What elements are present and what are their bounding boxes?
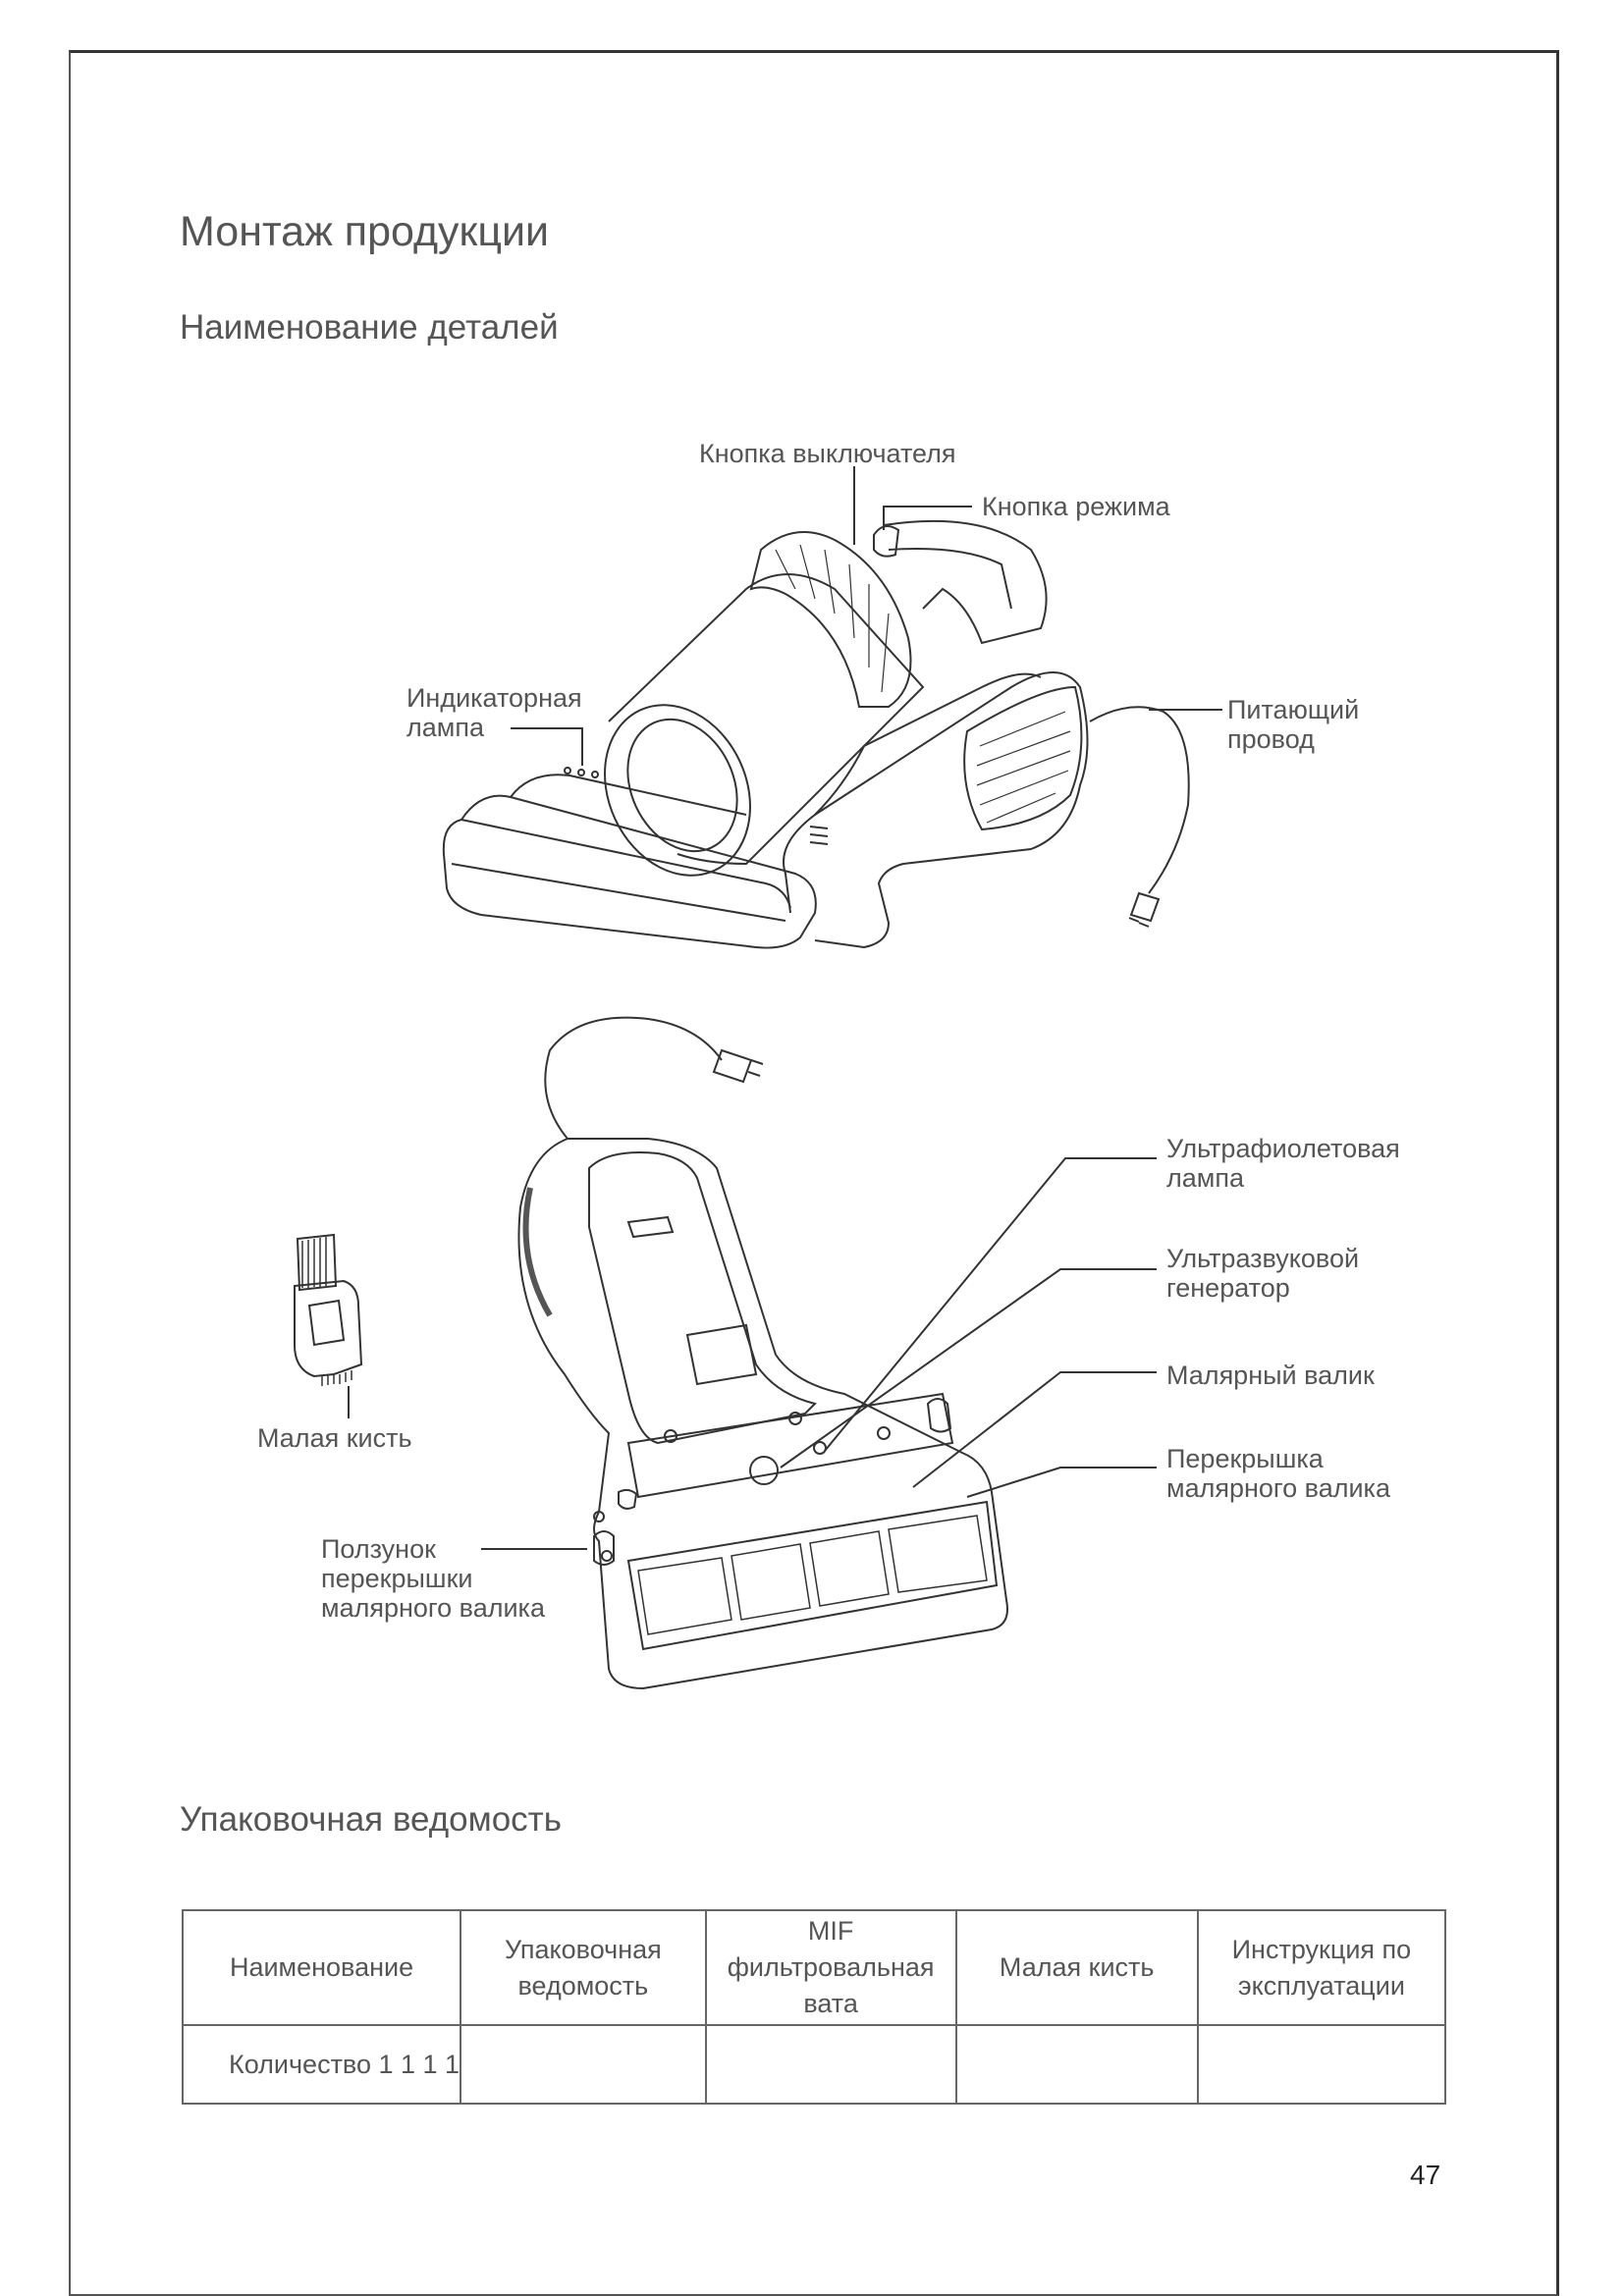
header-text: Малая кисть <box>999 1952 1155 1982</box>
label-roller: Малярный валик <box>1166 1361 1375 1390</box>
label-line: лампа <box>1166 1163 1244 1193</box>
label-line: перекрышки <box>321 1564 473 1593</box>
packing-heading: Упаковочная ведомость <box>180 1800 562 1839</box>
table-cell <box>956 2025 1198 2104</box>
label-mode-button: Кнопка режима <box>982 492 1170 521</box>
header-text: Инструкция по <box>1231 1934 1412 1964</box>
label-power-cord <box>1227 695 1359 754</box>
label-roller-cover <box>1166 1444 1390 1503</box>
header-cell <box>706 1910 956 2025</box>
page-title: Монтаж продукции <box>180 208 550 255</box>
label-ultrasonic-generator <box>1166 1244 1359 1303</box>
header-text: Упаковочная <box>504 1934 662 1964</box>
label-line: малярного валика <box>321 1593 545 1623</box>
label-line: Ползунок <box>321 1534 436 1564</box>
header-cell <box>460 1910 706 2025</box>
label-line: малярного валика <box>1166 1473 1390 1503</box>
page-number: 47 <box>1410 2160 1441 2190</box>
parts-heading: Наименование деталей <box>180 308 559 347</box>
leader-lines-bottom <box>481 1158 1157 1549</box>
quantity-cell <box>183 2025 460 2104</box>
label-small-brush: Малая кисть <box>257 1423 412 1453</box>
device-bottom-view <box>518 1018 1007 1688</box>
label-power-button: Кнопка выключателя <box>699 439 956 468</box>
label-line: лампа <box>406 713 484 742</box>
label-line: генератор <box>1166 1273 1290 1303</box>
label-indicator-lamp <box>406 683 582 742</box>
quantity-text: Количество 1 1 1 1 <box>229 2049 460 2079</box>
header-cell <box>956 1910 1198 2025</box>
header-text: эксплуатации <box>1237 1970 1405 2001</box>
label-line: провод <box>1227 724 1315 754</box>
label-line: Ультрафиолетовая <box>1166 1134 1400 1163</box>
label-line: Ультразвуковой <box>1166 1244 1360 1273</box>
header-cell <box>183 1910 460 2025</box>
header-text: ведомость <box>517 1970 649 2001</box>
small-brush-illustration <box>295 1235 361 1418</box>
packing-table <box>182 1909 1446 2105</box>
label-uv-lamp <box>1166 1134 1400 1193</box>
table-header-row <box>183 1910 1445 2025</box>
header-cell <box>1198 1910 1445 2025</box>
table-cell <box>706 2025 956 2104</box>
table-cell <box>460 2025 706 2104</box>
header-text: MIF <box>807 1916 854 1946</box>
label-line: Перекрышка <box>1166 1444 1324 1473</box>
header-text: фильтровальная <box>727 1952 935 1982</box>
table-row <box>183 2025 1445 2104</box>
table-cell <box>1198 2025 1445 2104</box>
label-roller-cover-slider <box>321 1534 545 1623</box>
header-text: Наименование <box>229 1952 414 1982</box>
header-text: вата <box>803 1989 858 2018</box>
label-line: Питающий <box>1227 695 1360 724</box>
label-line: Индикаторная <box>406 683 582 713</box>
